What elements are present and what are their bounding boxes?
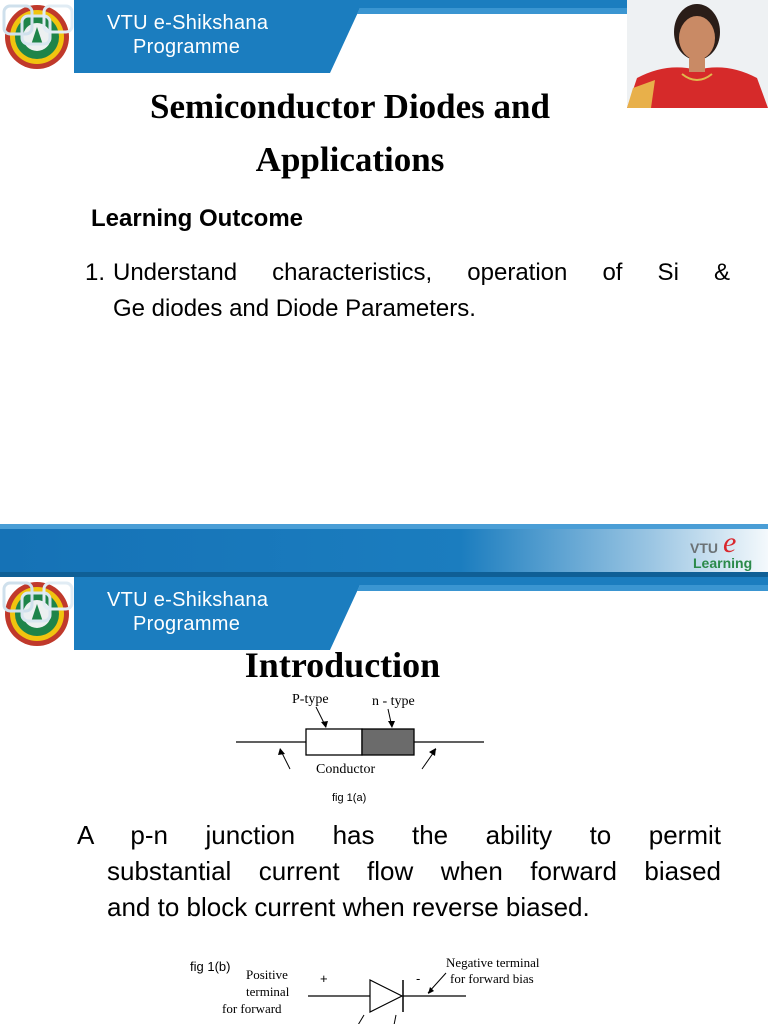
paragraph-line-1: A p-n junction has the ability to permit <box>77 820 721 850</box>
diode-symbol-figure <box>188 955 568 1024</box>
outcome-line-2: Ge diodes and Diode Parameters. <box>113 295 476 322</box>
slide-title: Introduction <box>244 645 441 685</box>
pn-junction-description <box>77 817 721 925</box>
negative-label-1: Negative terminal <box>446 955 540 970</box>
outcome-line-1: Understand characteristics, operation of Si & <box>113 259 730 286</box>
positive-label-2: terminal <box>246 984 290 999</box>
paragraph-line-2: substantial current flow when forward biased <box>107 856 721 886</box>
programme-name <box>107 11 268 59</box>
footer-band-background <box>0 520 768 577</box>
squares-decoration-icon <box>0 577 76 623</box>
programme-line-1: VTU e-Shikshana <box>107 12 269 34</box>
programme-line-2: Programme <box>133 613 241 635</box>
squares-decoration-icon <box>0 0 76 46</box>
vtu-word: VTU <box>690 540 718 556</box>
fig-1b-caption: fig 1(b) <box>190 959 231 974</box>
e-letter: e <box>723 526 737 559</box>
slide-footer-band <box>0 520 768 577</box>
vtu-e-learning-logo <box>690 526 760 574</box>
slide-2 <box>0 577 768 1024</box>
outcome-number: 1. <box>85 259 106 286</box>
learning-outcome-item <box>85 255 730 327</box>
anode-pointer <box>358 1015 364 1024</box>
programme-line-2: Programme <box>133 36 241 58</box>
negative-label-2: for forward bias <box>450 971 534 986</box>
positive-label-1: Positive <box>246 967 288 982</box>
programme-banner <box>0 577 768 650</box>
cathode-pointer <box>394 1015 396 1024</box>
fig-1a-caption: fig 1(a) <box>332 792 367 804</box>
learning-word: Learning <box>693 555 753 571</box>
title-line-1: Semiconductor Diodes and <box>150 87 550 126</box>
p-type-label: P-type <box>292 692 329 707</box>
minus-sign: - <box>416 971 421 986</box>
learning-outcome-heading: Learning Outcome <box>91 205 304 232</box>
diode-triangle <box>370 980 402 1012</box>
positive-label-3: for forward <box>222 1001 282 1016</box>
title-line-2: Applications <box>255 140 445 179</box>
p-region <box>306 729 362 755</box>
programme-line-1: VTU e-Shikshana <box>107 589 269 611</box>
presenter-photo <box>627 0 768 108</box>
paragraph-line-3: and to block current when reverse biased. <box>107 892 590 922</box>
n-region <box>362 729 414 755</box>
plus-sign: + <box>320 971 328 986</box>
programme-name <box>107 588 268 636</box>
conductor-label: Conductor <box>316 762 376 777</box>
slide-title <box>60 80 640 186</box>
n-type-label: n - type <box>372 694 415 709</box>
